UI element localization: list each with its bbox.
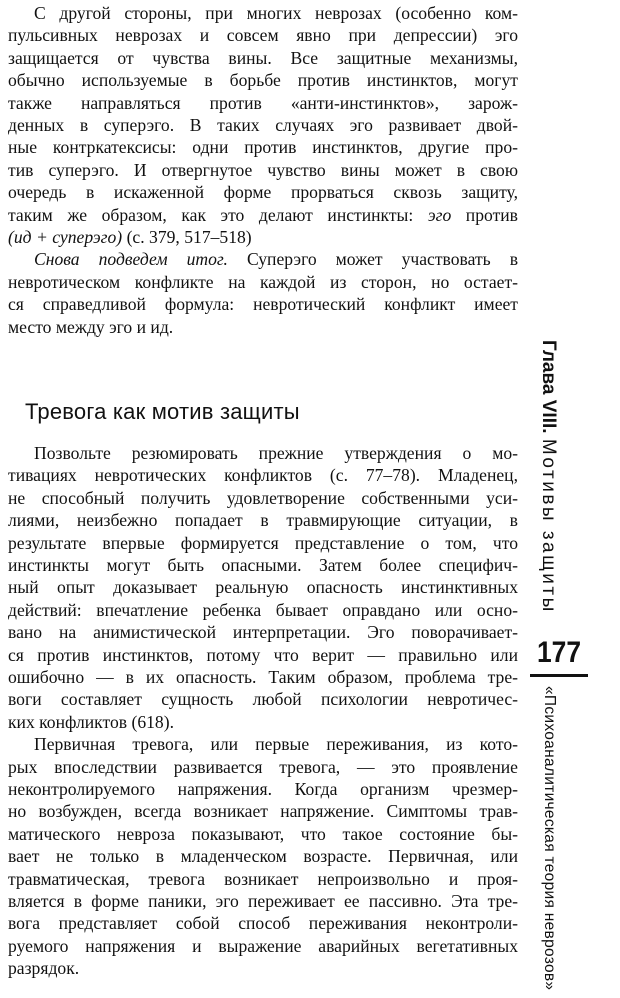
text-line: ся против инстинктов, потому что верит — правильно или (8, 644, 518, 665)
text-line: травматическая, тревога возникает непроизвольно и проя- (8, 868, 518, 889)
text-line: матического невроза показывают, что такое состояние бы- (8, 823, 518, 844)
running-head-book-title: «Психоаналитическая теория неврозов» (541, 686, 558, 991)
text-fragment: (с. 379, 517–518) (122, 227, 252, 247)
text-line (8, 226, 518, 248)
text-line: ся справедливой формула: невротический конфликт имеет (8, 294, 518, 315)
text-line: ошибочно — в их опасность. Таким образом, проблема тре- (8, 667, 518, 687)
emphasis-text: Снова подведем итог. (34, 249, 228, 270)
text-line: Позвольте резюмировать прежние утверждения о мо- (34, 443, 518, 463)
text-line (8, 248, 518, 270)
text-line: вает не только в младенческом возрасте. Первичная, или (8, 846, 518, 867)
text-line: ные контркатексисы: одни против инстинктов, другие про- (8, 137, 518, 158)
page-number: 177 (536, 636, 582, 669)
running-head-chapter (536, 340, 560, 630)
text-line: неконтролируемого напряжения. Когда организм чрезмер- (8, 779, 518, 799)
text-line: С другой стороны, при многих неврозах (особенно ком- (34, 3, 518, 23)
text-line: защищается от чувства вины. Все защитные механизмы, (8, 47, 518, 68)
text-fragment: Суперэго может участвовать в (227, 249, 518, 270)
text-line: лиями, неизбежно попадает в травмирующие ситуации, в (8, 510, 518, 531)
page-number-rule (530, 674, 588, 677)
text-line: рых впоследствии развивается тревога, — это проявление (8, 756, 518, 777)
text-line: но возбужден, всегда возникает напряжение. Симптомы трав- (8, 801, 518, 822)
text-line: тивациях невротических конфликтов (с. 77–78). Младенец, (8, 465, 518, 486)
text-line: ких конфликтов (618). (8, 711, 174, 732)
main-text-column (8, 0, 518, 998)
section-heading: Тревога как мотив защиты (25, 399, 300, 424)
text-line: также направляться против «анти-инстинктов», зарож- (8, 92, 518, 113)
text-fragment: таким же образом, как это делают инстинкты: (8, 204, 414, 225)
emphasis-text: (ид + суперэго) (8, 227, 123, 247)
text-line: очередь в искаженной форме прорваться сквозь защиту, (8, 182, 518, 203)
text-line: денных в суперэго. В таких случаях эго развивает двой- (8, 115, 518, 135)
text-line: ный опыт доказывает реальную опасность инстинктивных (8, 577, 518, 598)
text-line: результате впервые формируется представление о том, что (8, 532, 518, 553)
text-line: не способный получить удовлетворение собственными уси- (8, 487, 518, 508)
text-line: пульсивных неврозах и совсем явно при депрессии) эго (8, 25, 518, 46)
text-line: руемого напряжения и выражение аварийных вегетативных (8, 935, 518, 956)
text-line: вано на анимистической интерпретации. Эго поворачивает- (8, 622, 518, 643)
chapter-title: Мотивы защиты (538, 438, 559, 614)
text-line: воги составляет сущность любой психологии невротичес- (8, 689, 518, 710)
text-line: невротическом конфликте на каждой из сторон, но остает- (8, 271, 518, 292)
text-line: действий: впечатление ребенка бывает оправдано или осно- (8, 599, 518, 620)
text-fragment: против (451, 204, 518, 225)
text-line (8, 204, 518, 226)
text-line: инстинкты могут быть опасными. Затем более специфич- (8, 555, 518, 575)
emphasis-text: эго (427, 204, 452, 225)
text-line: тив суперэго. И отвергнутое чувство вины может в свою (8, 159, 518, 180)
text-line: Первичная тревога, или первые переживания, из кото- (34, 734, 518, 755)
text-line: обычно используемые в борьбе против инстинктов, могут (8, 70, 518, 91)
text-line: вога представляет собой способ переживания неконтроли- (8, 913, 518, 934)
text-line: вляется в форме паники, эго переживает ее пассивно. Эта тре- (8, 891, 518, 911)
chapter-label: Глава VIII. (538, 340, 559, 434)
text-line: разрядок. (8, 958, 80, 979)
text-line: место между эго и ид. (8, 316, 174, 337)
